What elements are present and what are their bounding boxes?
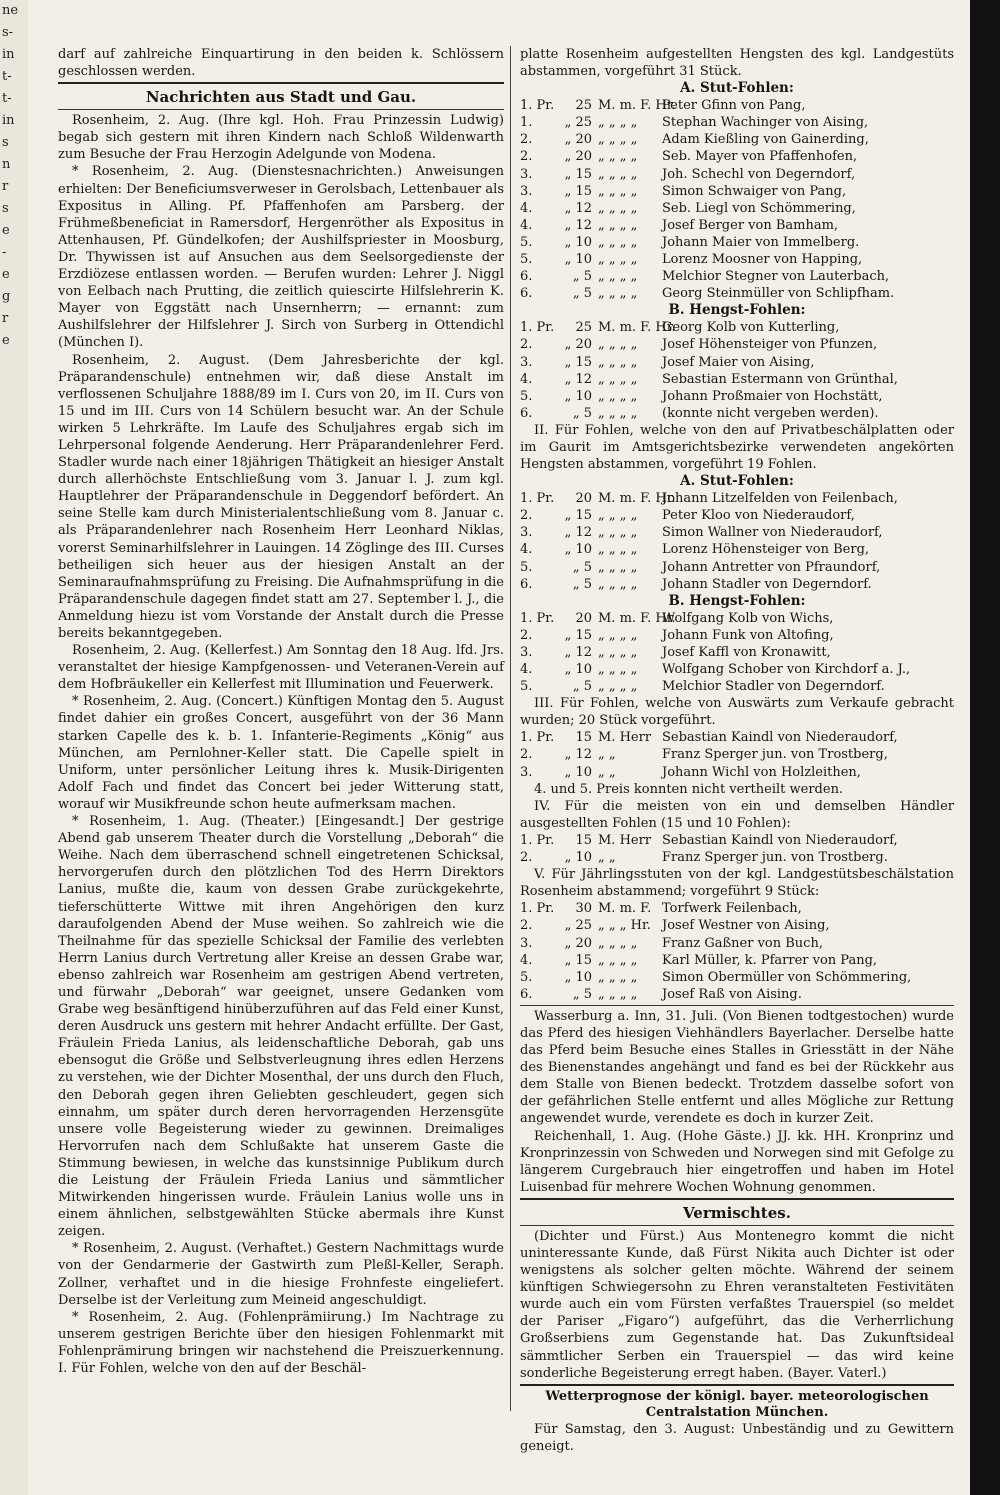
- article-wasserburg: Wasserburg a. Inn, 31. Juli. (Von Bienen todtgestochen) wurde das Pferd des hiesigen Viehhändlers Bayerlacher. Derselbe hatte das Pferd beim Besuche eines Stalles in Griesstätt in der Nähe des Bienenstandes angehängt und fand es bei der Rückkehr aus dem Stalle von Bienen bedeckt. Trotzdem dasselbe sofort von der gefährlichen Stelle entfernt und alles Mögliche zur Rettung angewendet wurde, verendete es doch in kurzer Zeit.: [520, 1008, 954, 1127]
- edge-fragment: n: [2, 157, 11, 172]
- prize-winner: Johann Wichl von Holzleithen,: [662, 764, 861, 780]
- prize-row: [520, 97, 954, 114]
- edge-fragment: t-: [2, 69, 12, 84]
- edge-fragment: in: [2, 47, 15, 62]
- edge-fragment: s-: [2, 25, 14, 40]
- prize-list-5: [520, 900, 954, 1003]
- prize-abbrev: „ „ „ „: [598, 337, 638, 353]
- subsection-title: B. Hengst-Fohlen:: [668, 302, 806, 319]
- prize-abbrev: M. m. F.: [598, 901, 652, 917]
- subsection-title: A. Stut-Fohlen:: [680, 473, 794, 490]
- prize-winner: Simon Schwaiger von Pang,: [662, 183, 847, 199]
- edge-fragment: e: [2, 267, 10, 282]
- prize-para-2: II. Für Fohlen, welche von den auf Privatbeschälplatten oder im Gaurit im Amtsgerichtsbezirke verwendeten angekörten Hengsten abstammen, vorgeführt 19 Fohlen.: [520, 422, 954, 473]
- prize-rank: 5.: [520, 969, 533, 985]
- prize-amount: „ 5: [572, 679, 592, 695]
- prize-abbrev: „ „ „ „: [598, 286, 638, 302]
- prize-winner: Josef Maier von Aising,: [662, 354, 815, 370]
- prize-amount: „ 20: [564, 132, 592, 148]
- prize-rank: 1. Pr.: [520, 320, 555, 336]
- prize-winner: Johann Maier von Immelberg.: [662, 234, 860, 250]
- prize-winner: Johann Funk von Altofing,: [662, 627, 834, 643]
- news-paragraph: * Rosenheim, 1. Aug. (Theater.) [Eingesandt.] Der gestrige Abend gab unserem Theater durch die Vorstellung „Deborah“ die Weihe. Nach dem überraschend schnell eingetretenen Schicksal, hervorgerufen durch den plötzlichen Tod des Herrn Direktors Lanius, mußte die, kaum von dessen Grabe zurückgekehrte, tieferschütterte Wittwe mit ihren Angehörigen den kurz daraufolgenden Abend der Muse weihen. So zahlreich wie die Theilnahme für das spezielle Schicksal der Familie des verlebten Herrn Lanius durch Vertretung aller Kreise an dessen Grabe war, ebenso zahlreich war Rosenheim am gestrigen Abend vertreten, und fürwahr „Deborah“ war geeignet, unsere Gedanken vom Grabe weg besänftigend hinüberzuführen auf das Feld einer Kunst, deren Ausdruck uns gestern mit hehrer Andacht erfüllte. Der Gast, Fräulein Frieda Lanius, als leidenschaftliche Deborah, gab uns ebensogut die Größe und Selbstverleugnung ihres edlen Herzens zu verstehen, wie der Dichter Mosenthal, der uns durch den Fluch, den Deborah gegen ihren Geliebten geschleudert, gegen sich einnahm, um später durch deren hervorragenden Herzensgüte unsere volle Begeisterung wieder zu gewinnen. Dreimaliges Hervorrufen nach dem Schlußakte hat unserem Gaste die Stimmung bewiesen, in welche das kunstsinnige Publikum durch die Leistung der Fräulein Frieda Lanius und sämmtlicher Mitwirkenden hingerissen wurde. Fräulein Lanius wolle uns in einem ähnlichen, selbstgewählten Stücke abermals ihre Kunst zeigen.: [58, 814, 504, 1240]
- prize-rank: 5.: [520, 559, 533, 575]
- forecast-text: Für Samstag, den 3. August: Unbeständig und zu Gewittern geneigt.: [520, 1421, 954, 1454]
- prize-abbrev: „ „ „ Hr.: [598, 918, 651, 934]
- prize-winner: Melchior Stegner von Lauterbach,: [662, 269, 890, 285]
- article-vermischtes: (Dichter und Fürst.) Aus Montenegro kommt die nicht uninteressante Kunde, daß Fürst Nikita auch Dichter ist oder wenigstens als solcher gelten möchte. Während der seinem künftigen Schwiegersohn zu Ehren veranstalteten Festivitäten wurde auch ein vom Fürsten verfaßtes Trauerspiel (so meldet der Pariser „Figaro“) aufgeführt, das die Verherrlichung Großserbiens zum Gegenstande hat. Das Zukunftsideal sämmtlicher Serben ein Trauerspiel — das wird keine sonderliche Begeisterung erregt haben. (Bayer. Vaterl.): [520, 1228, 954, 1381]
- prize-rank: 6.: [520, 576, 533, 592]
- edge-fragment: e: [2, 333, 10, 348]
- section-heading-vermischtes: Vermischtes.: [683, 1203, 791, 1222]
- prize-row: [520, 234, 954, 251]
- prize-amount: „ 5: [572, 269, 592, 285]
- prize-abbrev: „ „ „ „: [598, 644, 638, 660]
- prize-rank: 2.: [520, 918, 533, 934]
- prize-winner: Wolfgang Kolb von Wichs,: [662, 610, 834, 626]
- scan-border: [970, 0, 1000, 1495]
- prize-amount: 20: [575, 491, 592, 507]
- prize-row: [520, 678, 954, 695]
- prize-abbrev: „ „ „ „: [598, 200, 638, 216]
- prize-abbrev: „ „: [598, 747, 616, 763]
- prize-amount: „ 15: [564, 354, 592, 370]
- prize-row: [520, 746, 954, 763]
- prize-row: [520, 627, 954, 644]
- prize-row: [520, 900, 954, 917]
- prize-amount: „ 12: [564, 747, 592, 763]
- edge-fragment: e: [2, 223, 10, 238]
- prize-rank: 4.: [520, 200, 533, 216]
- prize-abbrev: „ „ „ „: [598, 132, 638, 148]
- forecast-title: Wetterprognose der königl. bayer. meteorologischen Centralstation München.: [545, 1388, 929, 1420]
- prize-abbrev: „ „ „ „: [598, 627, 638, 643]
- prize-abbrev: „ „ „ „: [598, 149, 638, 165]
- prize-winner: Josef Westner von Aising,: [662, 918, 830, 934]
- prize-row: [520, 644, 954, 661]
- prize-winner: Peter Kloo von Niederaudorf,: [662, 508, 855, 524]
- prize-abbrev: „ „ „ „: [598, 986, 638, 1002]
- prize-winner: Seb. Liegl von Schömmering,: [662, 200, 856, 216]
- prize-amount: „ 5: [572, 576, 592, 592]
- prize-list-4: [520, 832, 954, 866]
- prize-winner: Josef Kaffl von Kronawitt,: [662, 644, 831, 660]
- prize-abbrev: M. Herr: [598, 730, 652, 746]
- edge-fragment: in: [2, 113, 15, 128]
- prize-abbrev: „ „ „ „: [598, 559, 638, 575]
- prize-abbrev: „ „: [598, 850, 616, 866]
- prize-rank: 6.: [520, 986, 533, 1002]
- prize-rank: 1. Pr.: [520, 730, 555, 746]
- divider: [58, 82, 504, 84]
- prize-abbrev: „ „ „ „: [598, 508, 638, 524]
- prize-row: [520, 661, 954, 678]
- prize-amount: „ 5: [572, 405, 592, 421]
- prize-winner: Simon Obermüller von Schömmering,: [662, 969, 912, 985]
- subsection-title: A. Stut-Fohlen:: [680, 80, 794, 97]
- prize-winner: (konnte nicht vergeben werden).: [662, 405, 879, 421]
- prize-row: [520, 541, 954, 558]
- prize-abbrev: „ „ „ „: [598, 576, 638, 592]
- prize-row: [520, 371, 954, 388]
- prize-abbrev: M. m. F. Hr.: [598, 98, 676, 114]
- prize-row: [520, 610, 954, 627]
- prize-abbrev: „ „ „ „: [598, 405, 638, 421]
- prize-winner: Johann Litzelfelden von Feilenbach,: [662, 491, 898, 507]
- prize-winner: Josef Höhensteiger von Pfunzen,: [662, 337, 878, 353]
- prize-list-1: [520, 80, 954, 422]
- prize-row: [520, 576, 954, 593]
- prize-rank: 5.: [520, 252, 533, 268]
- prize-winner: Johann Antretter von Pfraundorf,: [662, 559, 881, 575]
- prize-rank: 1. Pr.: [520, 832, 555, 848]
- divider: [520, 1198, 954, 1200]
- prize-amount: „ 5: [572, 986, 592, 1002]
- prize-amount: „ 20: [564, 149, 592, 165]
- prize-winner: Franz Sperger jun. von Trostberg.: [662, 850, 888, 866]
- edge-fragment: -: [2, 245, 7, 260]
- prize-list-2: [520, 473, 954, 695]
- prize-winner: Johann Proßmaier von Hochstätt,: [662, 388, 883, 404]
- prize-abbrev: M. m. F. Hr.: [598, 320, 676, 336]
- prize-abbrev: „ „ „ „: [598, 969, 638, 985]
- newspaper-page: [28, 0, 970, 1495]
- prize-row: [520, 559, 954, 576]
- prize-rank: 4.: [520, 217, 533, 233]
- prize-abbrev: „ „ „ „: [598, 269, 638, 285]
- prize-amount: „ 25: [564, 115, 592, 131]
- prize-rank: 6.: [520, 405, 533, 421]
- prize-abbrev: „ „ „ „: [598, 234, 638, 250]
- prize-amount: „ 10: [564, 234, 592, 250]
- prize-amount: „ 10: [564, 850, 592, 866]
- prize-abbrev: „ „ „ „: [598, 252, 638, 268]
- prize-rank: 1. Pr.: [520, 98, 555, 114]
- prize-amount: 25: [575, 98, 592, 114]
- prize-rank: 3.: [520, 644, 533, 660]
- prize-rank: 6.: [520, 269, 533, 285]
- prize-row: [520, 969, 954, 986]
- prize-rank: 2.: [520, 747, 533, 763]
- prize-abbrev: „ „ „ „: [598, 354, 638, 370]
- prize-winner: Georg Kolb von Kutterling,: [662, 320, 840, 336]
- prize-amount: „ 12: [564, 644, 592, 660]
- edge-fragment: s: [2, 201, 9, 216]
- prize-rank: 3.: [520, 183, 533, 199]
- prize-row: [520, 319, 954, 336]
- prize-rank: 2.: [520, 149, 533, 165]
- prize-winner: Peter Gfinn von Pang,: [662, 98, 806, 114]
- edge-fragment: r: [2, 311, 9, 326]
- prize-row: [520, 764, 954, 781]
- prize-rank: 5.: [520, 679, 533, 695]
- prize-row: [520, 849, 954, 866]
- news-paragraph: * Rosenheim, 2. Aug. (Dienstesnachrichten.) Anweisungen erhielten: Der Beneficiumsverweser in Gerolsbach, Lettenbauer als Expositus in Alling. Pf. Pfaffenhofen am Parsberg. der Frühmeßbeneficiat in Ramersdorf, Hergenröther als Expositus in Attenhausen, Pf. Gündelkofen; der Aushilfspriester in Moosburg, Dr. Thywissen ist auf Ansuchen aus dem Seelsorgedienste der Erzdiözese entlassen worden. — Berufen wurden: Lehrer J. Niggl von Eelbach nach Prutting, die zeitlich quiescirte Hilfslehrerin K. Mayer von Eggstätt nach Unsernherrn; — ernannt: zum Aushilfslehrer der Hilfslehrer J. Sirch von Surberg in Ottendichl (München I).: [58, 164, 504, 351]
- prize-rank: 2.: [520, 627, 533, 643]
- prize-abbrev: „ „ „ „: [598, 679, 638, 695]
- prize-amount: „ 10: [564, 542, 592, 558]
- left-intro: darf auf zahlreiche Einquartirung in den beiden k. Schlössern geschlossen werden.: [58, 47, 504, 80]
- prize-row: [520, 935, 954, 952]
- prize-amount: „ 12: [564, 217, 592, 233]
- prize-amount: „ 10: [564, 969, 592, 985]
- prize-row: [520, 336, 954, 353]
- prize-amount: „ 20: [564, 337, 592, 353]
- prize-winner: Adam Kießling von Gainerding,: [662, 132, 869, 148]
- prize-amount: „ 12: [564, 200, 592, 216]
- prize-amount: „ 15: [564, 183, 592, 199]
- prize-winner: Josef Raß von Aising.: [662, 986, 802, 1002]
- prize-abbrev: „ „ „ „: [598, 371, 638, 387]
- prize-amount: 15: [575, 832, 592, 848]
- prize-list-3: [520, 729, 954, 780]
- prize-row: [520, 285, 954, 302]
- prize-abbrev: „ „ „ „: [598, 952, 638, 968]
- prize-rank: 1. Pr.: [520, 901, 555, 917]
- divider: [520, 1005, 954, 1006]
- prize-amount: „ 15: [564, 952, 592, 968]
- edge-fragment: g: [2, 289, 11, 304]
- article-reichenhall: Reichenhall, 1. Aug. (Hohe Gäste.) JJ. kk. HH. Kronprinz und Kronprinzessin von Schweden und Norwegen sind mit Gefolge zu längerem Curgebrauch hier eingetroffen und haben im Hotel Luisenbad für mehrere Wochen Wohnung genommen.: [520, 1128, 954, 1195]
- prize-row: [520, 917, 954, 934]
- prize-rank: 4.: [520, 662, 533, 677]
- right-intro: platte Rosenheim aufgestellten Hengsten des kgl. Landgestüts abstammen, vorgeführt 31 Stück.: [520, 47, 954, 80]
- prize-winner: Karl Müller, k. Pfarrer von Pang,: [662, 952, 878, 968]
- edge-fragment: s: [2, 135, 9, 150]
- prize-rank: 3.: [520, 354, 533, 370]
- news-paragraph: * Rosenheim, 2. Aug. (Fohlenprämiirung.) Im Nachtrage zu unserem gestrigen Berichte über den hiesigen Fohlenmarkt mit Fohlenprämirung bringen wir nachstehend die Preiszuerkennung. I. Für Fohlen, welche von den auf der Beschäl-: [58, 1309, 504, 1377]
- prize-winner: Franz Gaßner von Buch,: [662, 935, 823, 951]
- prize-rank: 6.: [520, 286, 533, 302]
- prize-winner: Wolfgang Schober von Kirchdorf a. J.,: [662, 662, 911, 677]
- edge-fragment: ne: [2, 3, 19, 18]
- prize-amount: „ 5: [572, 559, 592, 575]
- prize-amount: „ 12: [564, 371, 592, 387]
- prize-rank: 3.: [520, 525, 533, 541]
- prize-abbrev: „ „ „ „: [598, 115, 638, 131]
- news-paragraph: Rosenheim, 2. August. (Dem Jahresberichte der kgl. Präparandenschule) entnehmen wir, daß diese Anstalt im verflossenen Schuljahre 1888/89 im I. Curs von 20, im II. Curs von 15 und im III. Curs von 14 Schülern besucht war. An der Schule wirken 5 Lehrkräfte. Im Laufe des Schuljahres ergab sich im Lehrpersonal folgende Aenderung. Herr Präparandenlehrer Ferd. Stadler wurde nach einer 18jährigen Thätigkeit an hiesiger Anstalt durch allerhöchste Entschließung vom 3. Januar l. J. zum kgl. Hauptlehrer der Präparandenschule in Deggendorf befördert. An seine Stelle kam durch Ministerialentschließung vom 8. Januar c. als Präparandenlehrer nach Rosenheim Herr Leonhard Niklas, vorerst Seminarhilfslehrer in Lauingen. 14 Zöglinge des III. Curses betheiligen sich heuer aus der hiesigen Anstalt an der Seminaraufnahmsprüfung zu Freising. Die Aufnahmsprüfung in die Präparandenschule dagegen findet statt am 27. September l. J., die Anmeldung hiezu ist vom Vorstande der Anstalt durch die Presse bereits bekanntgegeben.: [58, 352, 504, 641]
- prize-amount: 20: [575, 610, 592, 626]
- prize-rank: 3.: [520, 166, 533, 182]
- prize-abbrev: „ „ „ „: [598, 166, 638, 182]
- prize-winner: Josef Berger von Bamham,: [662, 217, 839, 233]
- prize-rank: 3.: [520, 935, 533, 951]
- left-page-edge: [0, 0, 28, 1495]
- prize-amount: „ 15: [564, 166, 592, 182]
- prize-winner: Lorenz Moosner von Happing,: [662, 252, 863, 268]
- prize-winner: Stephan Wachinger von Aising,: [662, 115, 869, 131]
- edge-fragment: t-: [2, 91, 12, 106]
- prize-abbrev: „ „ „ „: [598, 525, 638, 541]
- prize-row: [520, 131, 954, 148]
- prize-amount: 30: [575, 901, 592, 917]
- prize-amount: „ 10: [564, 662, 592, 677]
- prize-amount: „ 15: [564, 508, 592, 524]
- prize-abbrev: „ „ „ „: [598, 388, 638, 404]
- prize-para-3: III. Für Fohlen, welche von Auswärts zum Verkaufe gebracht wurden; 20 Stück vorgeführt.: [520, 696, 954, 729]
- divider: [58, 109, 504, 110]
- prize-para-4: IV. Für die meisten von ein und demselben Händler ausgestellten Fohlen (15 und 10 Fohlen):: [520, 798, 954, 831]
- prize-row: [520, 251, 954, 268]
- prize-rank: 2.: [520, 850, 533, 866]
- prize-amount: „ 12: [564, 525, 592, 541]
- prize-abbrev: „ „ „ „: [598, 217, 638, 233]
- prize-row: [520, 952, 954, 969]
- prize-winner: Melchior Stadler von Degerndorf.: [662, 679, 885, 695]
- subsection-title: B. Hengst-Fohlen:: [668, 592, 806, 609]
- prize-row: [520, 405, 954, 422]
- prize-row: [520, 524, 954, 541]
- prize-winner: Sebastian Kaindl von Niederaudorf,: [662, 832, 898, 848]
- column-rule: [510, 46, 511, 1411]
- left-column: [58, 46, 504, 1377]
- right-column: [520, 46, 954, 1455]
- prize-winner: Torfwerk Feilenbach,: [662, 901, 802, 917]
- prize-rank: 4.: [520, 952, 533, 968]
- prize-winner: Georg Steinmüller von Schlipfham.: [662, 286, 895, 302]
- prize-rank: 2.: [520, 508, 533, 524]
- prize-amount: „ 20: [564, 935, 592, 951]
- prize-winner: Simon Wallner von Niederaudorf,: [662, 525, 883, 541]
- prize-amount: „ 10: [564, 388, 592, 404]
- prize-abbrev: „ „ „ „: [598, 935, 638, 951]
- prize-row: [520, 217, 954, 234]
- prize-winner: Sebastian Kaindl von Niederaudorf,: [662, 730, 898, 746]
- prize-abbrev: „ „ „ „: [598, 183, 638, 199]
- prize-amount: „ 5: [572, 286, 592, 302]
- prize-para-3b: 4. und 5. Preis konnten nicht vertheilt werden.: [534, 781, 844, 797]
- prize-rank: 3.: [520, 764, 533, 780]
- prize-row: [520, 166, 954, 183]
- prize-row: [520, 832, 954, 849]
- prize-rank: 2.: [520, 337, 533, 353]
- news-paragraph: Rosenheim, 2. Aug. (Kellerfest.) Am Sonntag den 18 Aug. lfd. Jrs. veranstaltet der hiesige Kampfgenossen- und Veteranen-Verein auf dem Hofbräukeller ein Kellerfest mit Illumination und Feuerwerk.: [58, 643, 504, 693]
- prize-rank: 1.: [520, 115, 533, 131]
- prize-winner: Joh. Schechl von Degerndorf,: [662, 166, 856, 182]
- prize-rank: 5.: [520, 388, 533, 404]
- prize-winner: Seb. Mayer von Pfaffenhofen,: [662, 149, 858, 165]
- prize-amount: „ 25: [564, 918, 592, 934]
- prize-amount: „ 15: [564, 627, 592, 643]
- divider: [520, 1225, 954, 1226]
- prize-row: [520, 388, 954, 405]
- news-paragraph: * Rosenheim, 2. Aug. (Concert.) Künftigen Montag den 5. August findet dahier ein großes Concert, ausgeführt von der 36 Mann starken Capelle des k. b. 1. Infanterie-Regiments „König“ aus München, am Pernlohner-Keller statt. Die Capelle spielt in Uniform, unter persönlicher Leitung ihres k. Musik-Dirigenten Adolf Fach und findet das Concert bei jeder Witterung statt, worauf wir Musikfreunde schon heute aufmerksam machen.: [58, 694, 504, 812]
- prize-abbrev: „ „ „ „: [598, 542, 638, 558]
- prize-amount: „ 10: [564, 764, 592, 780]
- prize-abbrev: „ „: [598, 764, 616, 780]
- prize-winner: Johann Stadler von Degerndorf.: [662, 576, 872, 592]
- prize-abbrev: M. Herr: [598, 832, 652, 848]
- prize-winner: Lorenz Höhensteiger von Berg,: [662, 542, 870, 558]
- prize-amount: „ 10: [564, 252, 592, 268]
- prize-rank: 4.: [520, 542, 533, 558]
- prize-amount: 15: [575, 730, 592, 746]
- prize-row: [520, 507, 954, 524]
- prize-para-5: V. Für Jährlingsstuten von der kgl. Landgestütsbeschälstation Rosenheim abstammend; vorgeführt 9 Stück:: [520, 867, 954, 900]
- prize-row: [520, 729, 954, 746]
- prize-row: [520, 114, 954, 131]
- edge-fragment: r: [2, 179, 9, 194]
- prize-abbrev: M. m. F. Hr.: [598, 610, 676, 626]
- section-heading: Nachrichten aus Stadt und Gau.: [145, 88, 417, 107]
- prize-row: [520, 200, 954, 217]
- news-paragraph: Rosenheim, 2. Aug. (Ihre kgl. Hoh. Frau Prinzessin Ludwig) begab sich gestern mit ihren Kindern nach Schloß Wildenwarth zum Besuche der Frau Herzogin Adelgunde von Modena.: [58, 113, 504, 163]
- prize-rank: 5.: [520, 234, 533, 250]
- prize-rank: 4.: [520, 371, 533, 387]
- prize-winner: Franz Sperger jun. von Trostberg,: [662, 747, 888, 763]
- prize-rank: 2.: [520, 132, 533, 148]
- prize-row: [520, 268, 954, 285]
- prize-abbrev: M. m. F. Hr.: [598, 491, 676, 507]
- prize-rank: 1. Pr.: [520, 491, 555, 507]
- prize-rank: 1. Pr.: [520, 610, 555, 626]
- prize-row: [520, 986, 954, 1003]
- prize-abbrev: „ „ „ „: [598, 662, 638, 677]
- prize-amount: 25: [575, 320, 592, 336]
- divider: [520, 1384, 954, 1386]
- left-articles: [58, 112, 504, 1377]
- prize-row: [520, 354, 954, 371]
- prize-winner: Sebastian Estermann von Grünthal,: [662, 371, 898, 387]
- news-paragraph: * Rosenheim, 2. August. (Verhaftet.) Gestern Nachmittags wurde von der Gendarmerie der Gastwirth zum Pleßl-Keller, Seraph. Zollner, verhaftet und in die hiesige Frohnfeste eingeliefert. Derselbe ist der Verleitung zum Meineid angeschuldigt.: [58, 1241, 504, 1308]
- prize-row: [520, 183, 954, 200]
- prize-row: [520, 490, 954, 507]
- prize-row: [520, 148, 954, 165]
